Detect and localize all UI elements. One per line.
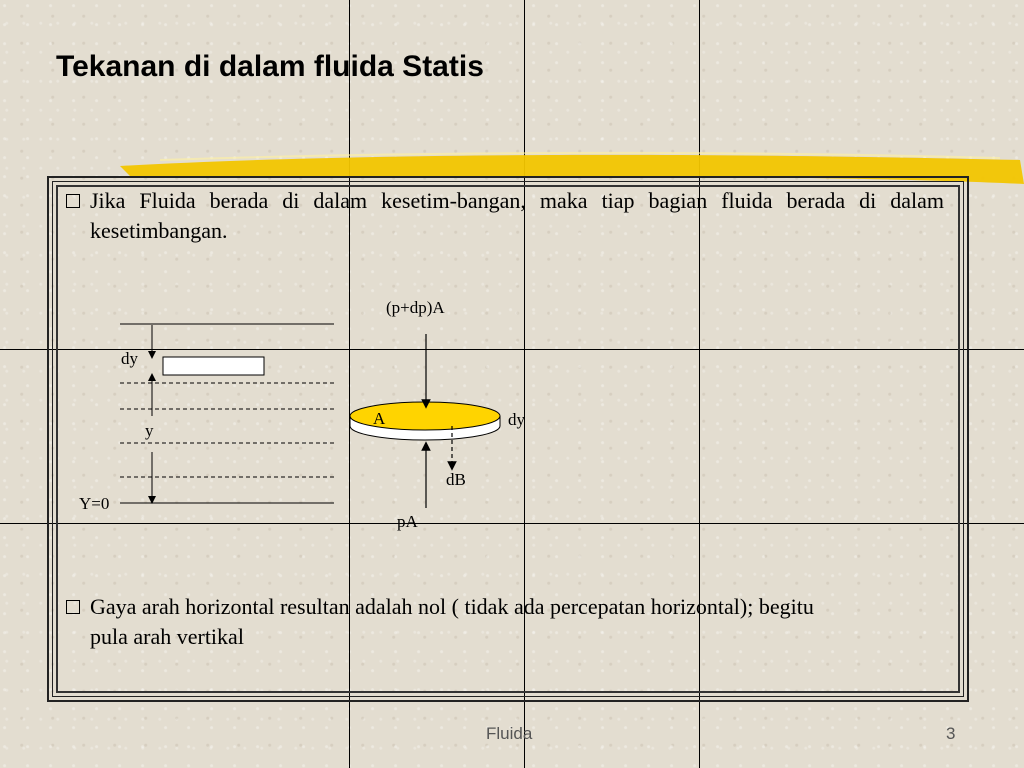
label-area: A — [373, 409, 386, 428]
label-bottom-force: pA — [397, 512, 418, 531]
fluid-element-slab — [163, 357, 264, 375]
label-weight: dB — [446, 470, 466, 489]
label-y-zero: Y=0 — [79, 494, 110, 513]
bullet-text-1: Jika Fluida berada di dalam kesetim-bangan, maka tiap bagian fluida berada di dalam kesetimbangan. — [90, 188, 944, 243]
label-dy-left: dy — [121, 349, 138, 368]
label-dy-right: dy — [508, 410, 525, 429]
label-top-force: (p+dp)A — [386, 298, 445, 317]
bullet-text-2: Gaya arah horizontal resultan adalah nol ( tidak ada percepatan horizontal); begitu pula arah vertikal — [90, 594, 814, 649]
label-y: y — [145, 421, 154, 440]
bullet-square-icon — [66, 600, 80, 614]
page-number: 3 — [946, 724, 956, 743]
bullet-item-2 — [66, 592, 846, 652]
page-title: Tekanan di dalam fluida Statis — [56, 50, 484, 83]
footer-title: Fluida — [486, 724, 533, 743]
